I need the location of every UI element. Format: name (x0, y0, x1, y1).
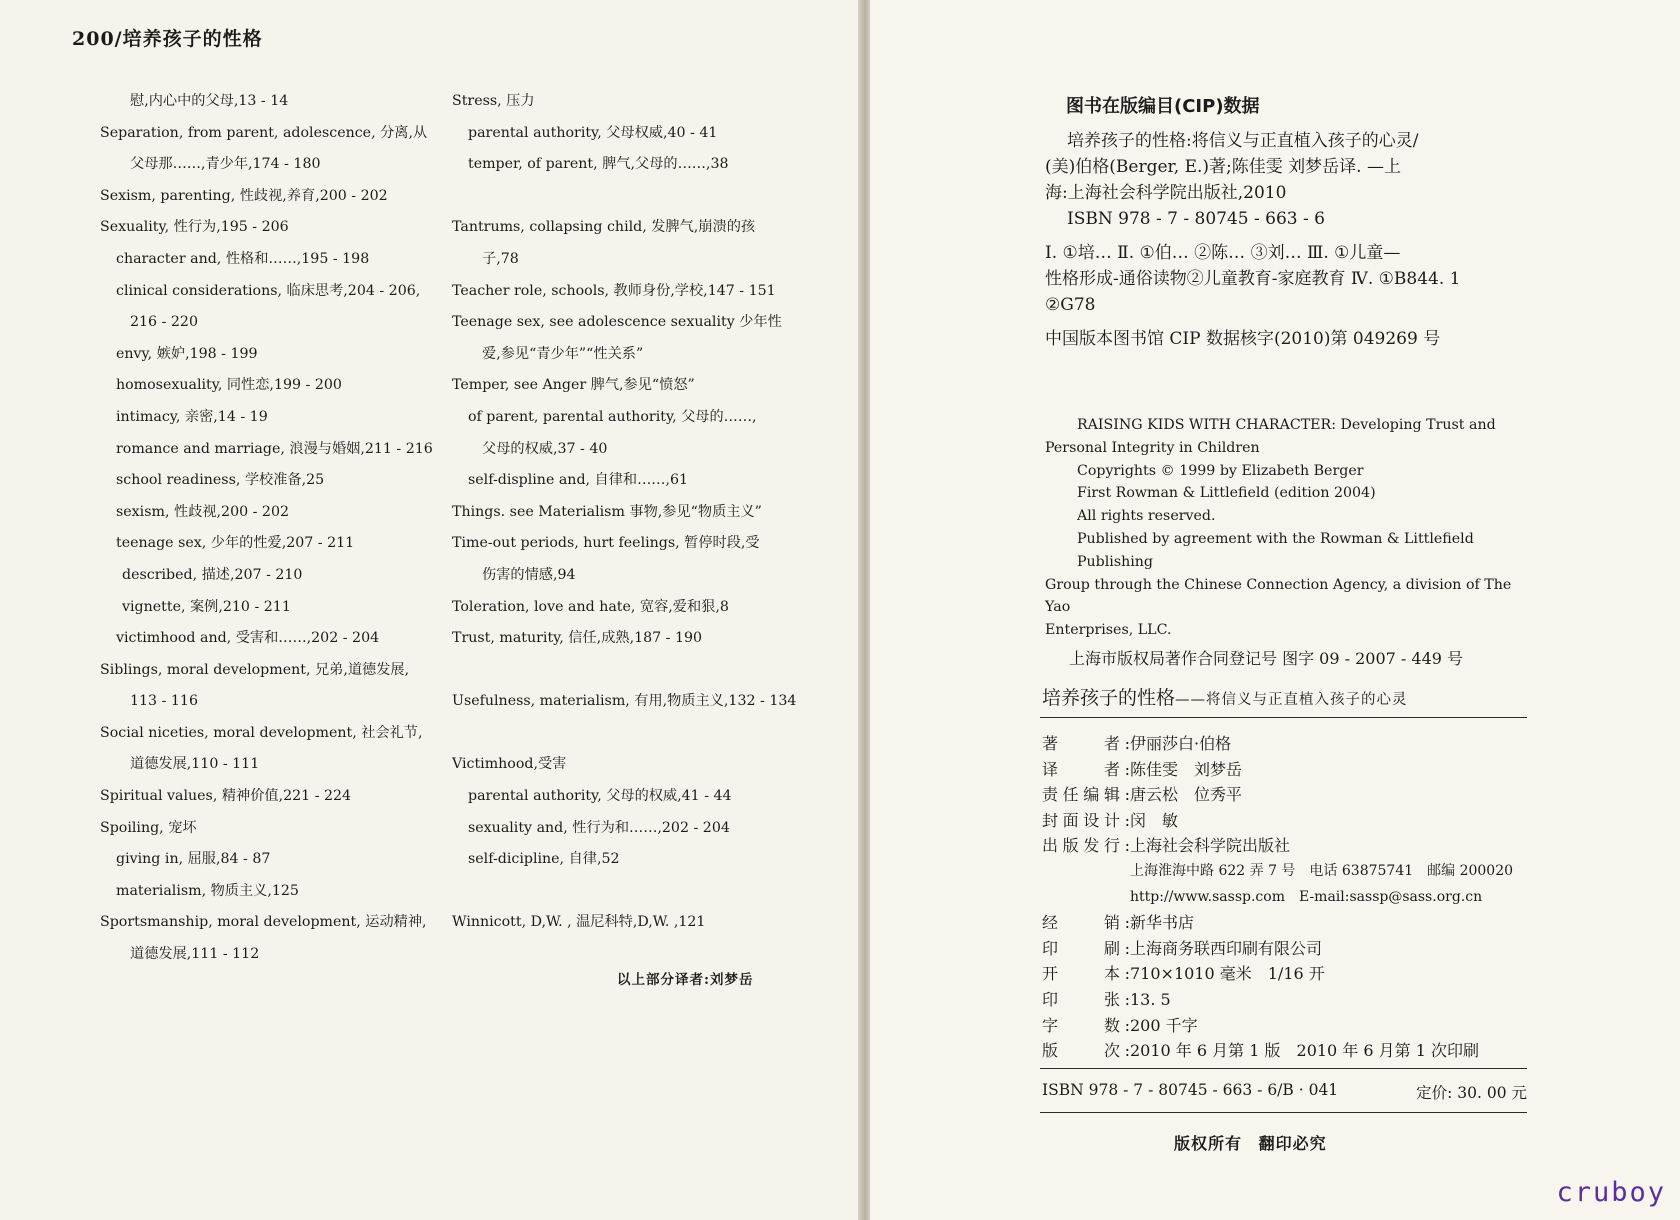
index-entry: Usefulness, materialism, 有用,物质主义,132 - 134 (452, 693, 797, 710)
index-entry: Separation, from parent, adolescence, 分离,从 (100, 124, 428, 141)
colophon-value: 上海商务联西印刷有限公司 (1130, 938, 1323, 958)
divider-rule (1040, 1068, 1527, 1069)
index-entry: sexism, 性歧视,200 - 202 (116, 503, 290, 520)
index-entry: Trust, maturity, 信任,成熟,187 - 190 (452, 630, 703, 647)
cip-number: 中国版本图书馆 CIP 数据核字(2010)第 049269 号 (1045, 329, 1441, 349)
english-title-cont: Personal Integrity in Children (1045, 439, 1260, 456)
colophon-row (1042, 731, 1529, 757)
isbn-price-line (1042, 1081, 1527, 1103)
index-entry: Spoiling, 宠坏 (100, 819, 197, 836)
colophon-label: 封面设计: (1042, 810, 1130, 830)
index-entry: parental authority, 父母的权威,41 - 44 (468, 788, 732, 805)
isbn-full: ISBN 978 - 7 - 80745 - 663 - 6/B · 041 (1042, 1081, 1339, 1099)
divider-rule (1040, 1112, 1527, 1113)
index-gap (452, 718, 787, 750)
index-entry: giving in, 屈服,84 - 87 (116, 851, 271, 868)
colophon-label: 经 销: (1042, 913, 1130, 933)
index-entry: teenage sex, 少年的性爱,207 - 211 (116, 535, 355, 552)
index-entry: victimhood and, 受害和……,202 - 204 (116, 630, 380, 647)
watermark: cruboy (1556, 1177, 1666, 1208)
index-entry: of parent, parental authority, 父母的……, (468, 408, 757, 425)
index-entry: clinical considerations, 临床思考,204 - 206, (116, 282, 421, 299)
index-entry: self-displine and, 自律和……,61 (468, 472, 689, 489)
colophon-value: 陈佳雯 刘梦岳 (1130, 759, 1243, 779)
colophon-row (1042, 936, 1529, 962)
index-entry: character and, 性格和……,195 - 198 (116, 250, 370, 267)
colophon-row (1042, 885, 1529, 911)
colophon-label: 著 者: (1042, 734, 1130, 753)
index-entry: Stress, 压力 (452, 93, 535, 109)
cip-line: ISBN 978 - 7 - 80745 - 663 - 6 (1067, 209, 1325, 229)
cip-title: 图书在版编目(CIP)数据 (1066, 96, 1260, 117)
index-entry: Time-out periods, hurt feelings, 暂停时段,受 (452, 535, 760, 552)
colophon-value: 上海社会科学院出版社 (1130, 836, 1291, 856)
colophon-row (1042, 833, 1529, 859)
colophon (1042, 731, 1529, 1064)
edition-line: First Rowman & Littlefield (edition 2004) (1077, 485, 1376, 502)
colophon-label: 印 张: (1042, 989, 1130, 1009)
rights-reserved: All rights reserved. (1077, 508, 1216, 525)
index-entry: 爱,参见“青少年”“性关系” (482, 345, 644, 362)
index-entry: vignette, 案例,210 - 211 (122, 598, 291, 615)
cip-class-line: 性格形成-通俗读物②儿童教育-家庭教育 Ⅳ. ①B844. 1 (1045, 269, 1461, 289)
index-entry: 慰,内心中的父母,13 - 14 (130, 93, 289, 109)
cip-line: 培养孩子的性格:将信义与正直植入孩子的心灵/ (1067, 131, 1419, 151)
colophon-label: 开 本: (1042, 964, 1130, 984)
index-entry: described, 描述,207 - 210 (122, 566, 303, 583)
index-column-left (100, 86, 435, 971)
book-title (1042, 683, 1408, 710)
index-entry: Teenage sex, see adolescence sexuality 少年性 (452, 314, 782, 331)
index-entry: 父母的权威,37 - 40 (482, 440, 608, 457)
index-entry: 伤害的情感,94 (482, 566, 576, 583)
index-entry: Sportsmanship, moral development, 运动精神, (100, 914, 427, 931)
colophon-row (1042, 910, 1529, 936)
index-gap (452, 181, 787, 213)
index-entry: homosexuality, 同性恋,199 - 200 (116, 377, 342, 394)
index-gap (452, 655, 787, 687)
agreement-line: Enterprises, LLC. (1045, 622, 1172, 639)
colophon-row (1042, 859, 1529, 885)
index-entry: Teacher role, schools, 教师身份,学校,147 - 151 (452, 282, 776, 299)
index-entry: 道德发展,110 - 111 (130, 756, 260, 773)
cip-block (1045, 128, 1545, 352)
index-entry: materialism, 物质主义,125 (116, 882, 299, 899)
index-entry: 子,78 (482, 250, 519, 267)
colophon-value: 唐云松 位秀平 (1130, 785, 1243, 805)
translator-credit: 以上部分译者:刘梦岳 (617, 972, 754, 988)
index-entry: Toleration, love and hate, 宽容,爱和狠,8 (452, 598, 729, 615)
index-entry: 216 - 220 (130, 314, 198, 331)
index-entry: Sexuality, 性行为,195 - 206 (100, 219, 289, 236)
colophon-value: 2010 年 6 月第 1 版 2010 年 6 月第 1 次印刷 (1130, 1041, 1480, 1061)
colophon-row (1042, 961, 1529, 987)
colophon-label: 译 者: (1042, 759, 1130, 779)
cip-class-line: Ⅰ. ①培… Ⅱ. ①伯… ②陈… ③刘… Ⅲ. ①儿童— (1045, 243, 1401, 263)
index-entry: 父母那……,青少年,174 - 180 (130, 156, 321, 173)
english-rights-block (1045, 414, 1531, 671)
colophon-label: 责任编辑: (1042, 785, 1130, 805)
index-entry: sexuality and, 性行为和……,202 - 204 (468, 819, 730, 836)
rights-notice: 版权所有 翻印必究 (1174, 1134, 1327, 1153)
colophon-row (1042, 1038, 1529, 1064)
price: 定价: 30. 00 元 (1416, 1084, 1527, 1102)
index-entry: intimacy, 亲密,14 - 19 (116, 408, 268, 425)
index-entry: romance and marriage, 浪漫与婚姻,211 - 216 (116, 440, 433, 457)
index-entry: self-dicipline, 自律,52 (468, 851, 620, 868)
publisher-address: 上海淮海中路 622 弄 7 号 电话 63875741 邮编 200020 (1130, 862, 1514, 879)
index-entry: Tantrums, collapsing child, 发脾气,崩溃的孩 (452, 219, 756, 236)
publisher-web: http://www.sassp.com E-mail:sassp@sass.org.cn (1130, 888, 1483, 905)
book-subtitle: ——将信义与正直植入孩子的心灵 (1175, 692, 1408, 708)
colophon-row (1042, 987, 1529, 1013)
index-entry: Things. see Materialism 事物,参见“物质主义” (452, 503, 762, 520)
index-entry: Spiritual values, 精神价值,221 - 224 (100, 788, 352, 805)
index-entry: Winnicott, D,W. , 温尼科特,D,W. ,121 (452, 914, 706, 931)
index-entry: 113 - 116 (130, 693, 198, 710)
agreement-line: Published by agreement with the Rowman & Littlefield Publishing (1077, 530, 1474, 570)
colophon-label: 出版发行: (1042, 836, 1130, 856)
colophon-value: 伊丽莎白·伯格 (1130, 734, 1232, 753)
divider-rule (1040, 717, 1527, 718)
copyright-line: Copyrights © 1999 by Elizabeth Berger (1077, 462, 1364, 479)
book-title-main: 培养孩子的性格 (1042, 687, 1176, 709)
english-title: RAISING KIDS WITH CHARACTER: Developing Trust and (1077, 417, 1496, 433)
colophon-label: 印 刷: (1042, 938, 1130, 958)
agreement-line: Group through the Chinese Connection Agency, a division of The Yao (1045, 576, 1512, 616)
colophon-value: 200 千字 (1130, 1015, 1198, 1035)
cip-line: (美)伯格(Berger, E.)著;陈佳雯 刘梦岳译. —上 (1045, 157, 1401, 177)
colophon-row (1042, 808, 1529, 834)
index-entry: Victimhood,受害 (452, 756, 567, 773)
index-entry: Siblings, moral development, 兄弟,道德发展, (100, 661, 410, 678)
index-entry: parental authority, 父母权威,40 - 41 (468, 124, 718, 141)
running-head: 200/培养孩子的性格 (72, 28, 263, 50)
index-column-right (452, 86, 797, 939)
index-gap (452, 876, 787, 908)
cip-line: 海:上海社会科学院出版社,2010 (1045, 183, 1287, 203)
index-entry: Temper, see Anger 脾气,参见“愤怒” (452, 377, 695, 394)
index-entry: envy, 嫉妒,198 - 199 (116, 345, 258, 362)
index-entry: Social niceties, moral development, 社会礼节, (100, 724, 423, 741)
colophon-label: 字 数: (1042, 1015, 1130, 1035)
colophon-value: 710×1010 毫米 1/16 开 (1130, 964, 1325, 984)
cip-class-line: ②G78 (1045, 295, 1096, 315)
colophon-row (1042, 757, 1529, 783)
registration-number: 上海市版权局著作合同登记号 图字 09 - 2007 - 449 号 (1069, 648, 1464, 668)
index-entry: school readiness, 学校准备,25 (116, 472, 325, 489)
colophon-label: 版 次: (1042, 1041, 1130, 1061)
colophon-row (1042, 782, 1529, 808)
index-entry: Sexism, parenting, 性歧视,养育,200 - 202 (100, 187, 388, 204)
index-entry: temper, of parent, 脾气,父母的……,38 (468, 156, 729, 173)
colophon-value: 闵 敏 (1130, 810, 1179, 830)
colophon-row (1042, 1013, 1529, 1039)
index-entry: 道德发展,111 - 112 (130, 946, 260, 963)
colophon-value: 新华书店 (1130, 913, 1195, 933)
colophon-value: 13. 5 (1130, 989, 1171, 1009)
